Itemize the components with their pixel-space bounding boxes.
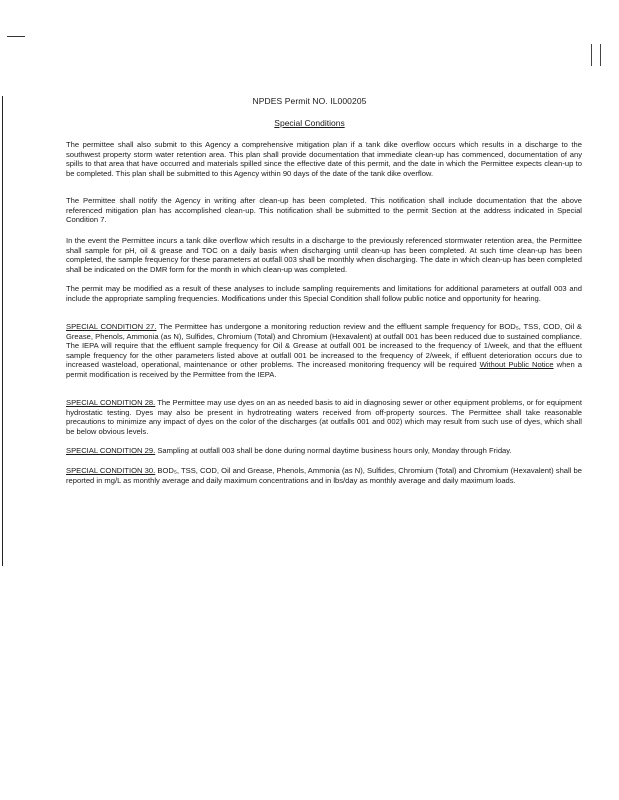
special-condition-28	[66, 398, 582, 436]
special-condition-28-label: SPECIAL CONDITION 28.	[66, 398, 156, 407]
scan-mark	[591, 44, 601, 66]
special-condition-27-text: The Permittee has undergone a monitoring reduction review and the effluent sample frequency for BOD₅, TSS, COD, Oil & Grease, Phenols, Ammonia (as N), Sulfides, Chromium (Total) and Chromium (Hexavalent) at outfall 001 has been reduced due to sustained compliance. The IEPA will require that the effluent sample frequency for Oil & Grease at outfall 001 be increased to the frequency of 1/week, and that the effluent sample frequency for the other parameters listed above at outfall 001 be increased to the frequency of 2/week, if effluent deterioration occurs due to increased wasteload, operational, maintenance or other problems. The increased monitoring frequency will be required	[66, 322, 582, 370]
special-condition-29-label: SPECIAL CONDITION 29.	[66, 446, 156, 455]
paragraph-notification: The Permittee shall notify the Agency in writing after clean-up has been completed. This notification shall include documentation that the above referenced mitigation plan has accomplished clean-up. This notification shall be submitted to the permit Section at the address indicated in Special Condition 7.	[66, 196, 582, 225]
paragraph-mitigation-plan: The permittee shall also submit to this Agency a comprehensive mitigation plan if a tank dike overflow occurs which results in a discharge to the southwest property storm water retention area. This plan shall provide documentation that immediate clean-up has commenced, documentation of any spills to that area that have occurred and materials spilled since the effective date of this permit, and the date in which the Permittee expects clean-up to be completed. This plan shall be submitted to this Agency within 90 days of the date of the tank dike overflow.	[66, 140, 582, 178]
special-condition-29-text: Sampling at outfall 003 shall be done during normal daytime business hours only, Monday through Friday.	[157, 446, 512, 455]
scan-mark	[7, 36, 25, 43]
special-condition-30-label: SPECIAL CONDITION 30.	[66, 466, 156, 475]
without-public-notice: Without Public Notice	[479, 360, 554, 370]
special-condition-27	[66, 322, 582, 380]
permit-title: NPDES Permit NO. IL000205	[252, 96, 367, 106]
scan-edge-line	[2, 96, 3, 566]
special-condition-29	[66, 446, 582, 456]
section-title: Special Conditions	[274, 118, 345, 128]
special-condition-28-text: The Permittee may use dyes on an as needed basis to aid in diagnosing sewer or other equipment problems, or for equipment hydrostatic testing. Dyes may also be present in hydrotreating waters received from off-property sources. The Permittee shall take reasonable precautions to minimize any impact of dyes on the color of the discharges (at outfalls 001 and 002) which may result from such use of dyes, which shall be below obvious levels.	[66, 398, 582, 436]
special-condition-27-label: SPECIAL CONDITION 27.	[66, 322, 157, 331]
special-condition-27-text-end: when a permit modification is received by the Permittee from the IEPA.	[66, 360, 582, 379]
paragraph-permit-modification: The permit may be modified as a result of these analyses to include sampling requirements and limitations for additional parameters at outfall 003 and include the appropriate sampling frequencies. Modifications under this Special Condition shall follow public notice and opportunity for hearing.	[66, 284, 582, 303]
paragraph-tank-overflow-sampling: In the event the Permittee incurs a tank dike overflow which results in a discharge to the previously referenced stormwater retention area, the Permittee shall sample for pH, oil & grease and TOC on a daily basis when discharging until clean-up has been completed. At such time clean-up has been completed, the sample frequency for these parameters at outfall 003 shall be monthly when discharging. The date in which clean-up has been completed shall be indicated on the DMR form for the month in which clean-up was completed.	[66, 236, 582, 274]
special-condition-30	[66, 466, 582, 485]
special-condition-30-text: BOD₅, TSS, COD, Oil and Grease, Phenols, Ammonia (as N), Sulfides, Chromium (Total) and Chromium (Hexavalent) shall be reported in mg/L as monthly average and daily maximum concentrations and in lbs/day as monthly average and daily maximum loads.	[66, 466, 582, 485]
